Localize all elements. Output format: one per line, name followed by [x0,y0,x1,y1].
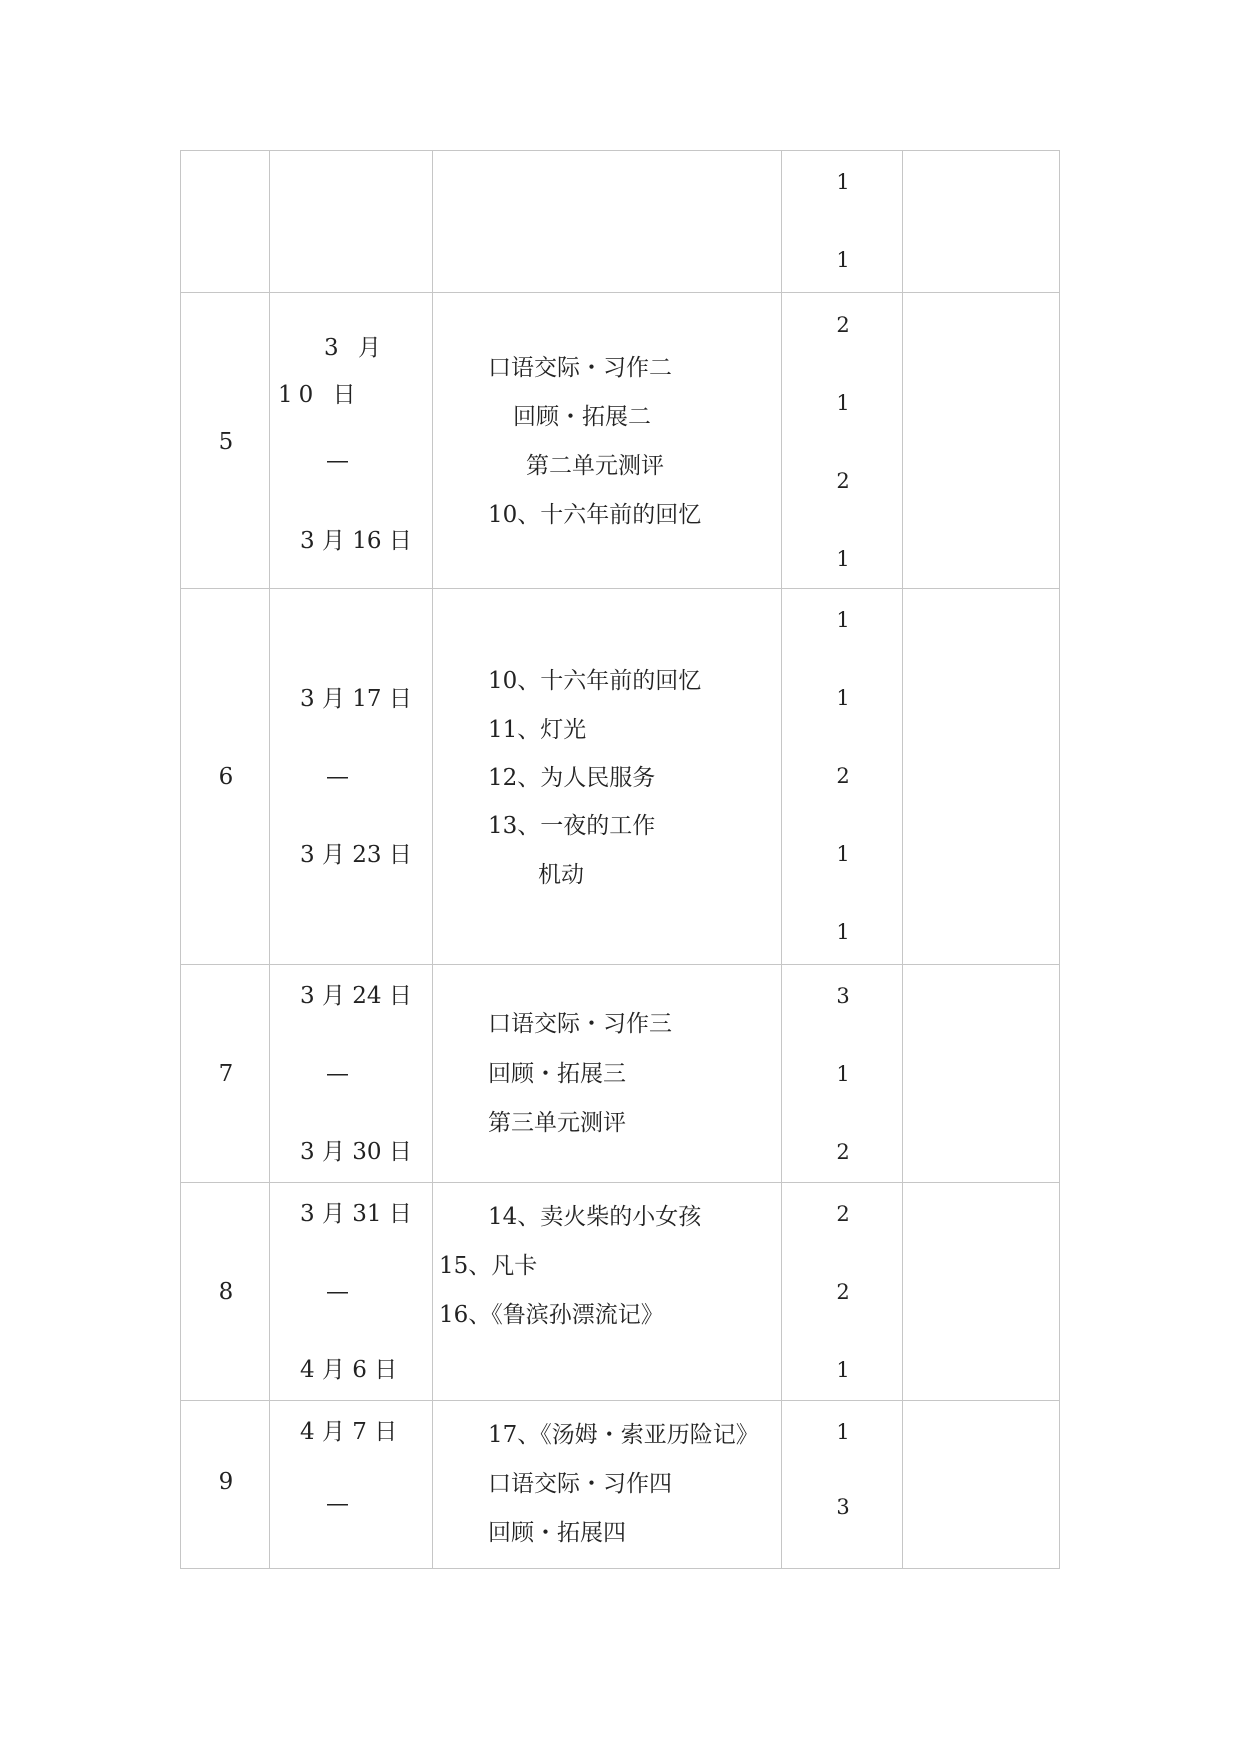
table-row [180,1400,1060,1569]
week-number: 6 [218,764,234,790]
hours-cell [781,1400,903,1569]
week-number: 5 [218,429,234,455]
lesson-item: 口语交际・习作三 [488,1011,672,1037]
hours-cell [781,588,903,965]
week-number: 9 [218,1469,234,1495]
hours-cell [781,292,903,589]
date-start: 3 月 17 日 [300,686,412,712]
hours-cell [781,964,903,1183]
lesson-item: 第三单元测评 [488,1110,626,1136]
note-cell [902,1400,1060,1569]
table-row [180,588,1060,965]
note-cell [902,588,1060,965]
lesson-item: 回顾・拓展三 [488,1061,626,1087]
date-cell [269,588,433,965]
date-cell [269,150,433,293]
lesson-item: 回顾・拓展四 [488,1520,626,1546]
date-cell [269,964,433,1183]
lesson-item: 13、一夜的工作 [488,813,656,839]
date-dash: — [326,448,349,474]
date-end: 4 月 6 日 [300,1357,398,1383]
lesson-hours: 3 [836,984,850,1008]
lesson-item: 15、凡卡 [439,1253,538,1279]
week-cell [180,588,270,965]
date-start: 3 月 31 日 [300,1201,412,1227]
date-cell [269,1400,433,1569]
note-cell [902,1182,1060,1401]
lesson-hours: 1 [836,248,850,272]
lessons-cell [432,292,782,589]
date-end: 3 月 30 日 [300,1139,412,1165]
week-cell [180,1182,270,1401]
week-cell [180,964,270,1183]
lesson-hours: 1 [836,1358,850,1382]
lesson-item: 12、为人民服务 [488,765,656,791]
lesson-hours: 3 [836,1495,850,1519]
lessons-cell [432,964,782,1183]
week-number: 8 [218,1279,234,1305]
lesson-hours: 1 [836,391,850,415]
lessons-cell [432,588,782,965]
lesson-item: 回顾・拓展二 [513,404,651,430]
lesson-item: 17、《汤姆・索亚历险记》 [488,1422,759,1448]
lesson-hours: 1 [836,547,850,571]
lesson-hours: 2 [836,1202,850,1226]
lesson-hours: 2 [836,313,850,337]
schedule-table [180,150,1060,1569]
lesson-item: 口语交际・习作二 [488,355,672,381]
lessons-cell [432,1182,782,1401]
lesson-item: 机动 [538,862,584,888]
lesson-hours: 1 [836,1062,850,1086]
date-start: 3 月 24 日 [300,983,412,1009]
lesson-item: 口语交际・习作四 [488,1471,672,1497]
lesson-hours: 1 [836,608,850,632]
table-row [180,150,1060,293]
date-dash: — [326,1061,349,1087]
lesson-hours: 1 [836,842,850,866]
lessons-cell [432,1400,782,1569]
week-cell [180,1400,270,1569]
date-start: 4 月 7 日 [300,1419,398,1445]
lesson-hours: 1 [836,920,850,944]
lesson-hours: 2 [836,1140,850,1164]
table-row [180,1182,1060,1401]
lesson-item: 14、卖火柴的小女孩 [488,1204,702,1230]
lesson-hours: 1 [836,1420,850,1444]
hours-cell [781,1182,903,1401]
lesson-item: 16、《鲁滨孙漂流记》 [439,1302,664,1328]
lesson-item: 11、灯光 [488,717,587,743]
date-dash: — [326,764,349,790]
week-cell [180,150,270,293]
date-end: 3 月 16 日 [300,528,412,554]
lesson-item: 10、十六年前的回忆 [488,502,702,528]
lesson-hours: 2 [836,469,850,493]
date-cell [269,292,433,589]
table-row [180,292,1060,589]
lesson-item: 第二单元测评 [526,453,664,479]
note-cell [902,964,1060,1183]
week-cell [180,292,270,589]
date-start: 3 月 10 日 [278,335,387,408]
date-dash: — [326,1279,349,1305]
lesson-hours: 1 [836,686,850,710]
lesson-hours: 2 [836,764,850,788]
date-cell [269,1182,433,1401]
week-number: 7 [218,1061,234,1087]
date-dash: — [326,1491,349,1517]
lesson-item: 10、十六年前的回忆 [488,668,702,694]
note-cell [902,150,1060,293]
table-row [180,964,1060,1183]
lesson-hours: 1 [836,170,850,194]
lesson-hours: 2 [836,1280,850,1304]
date-end: 3 月 23 日 [300,842,412,868]
hours-cell [781,150,903,293]
note-cell [902,292,1060,589]
lessons-cell [432,150,782,293]
